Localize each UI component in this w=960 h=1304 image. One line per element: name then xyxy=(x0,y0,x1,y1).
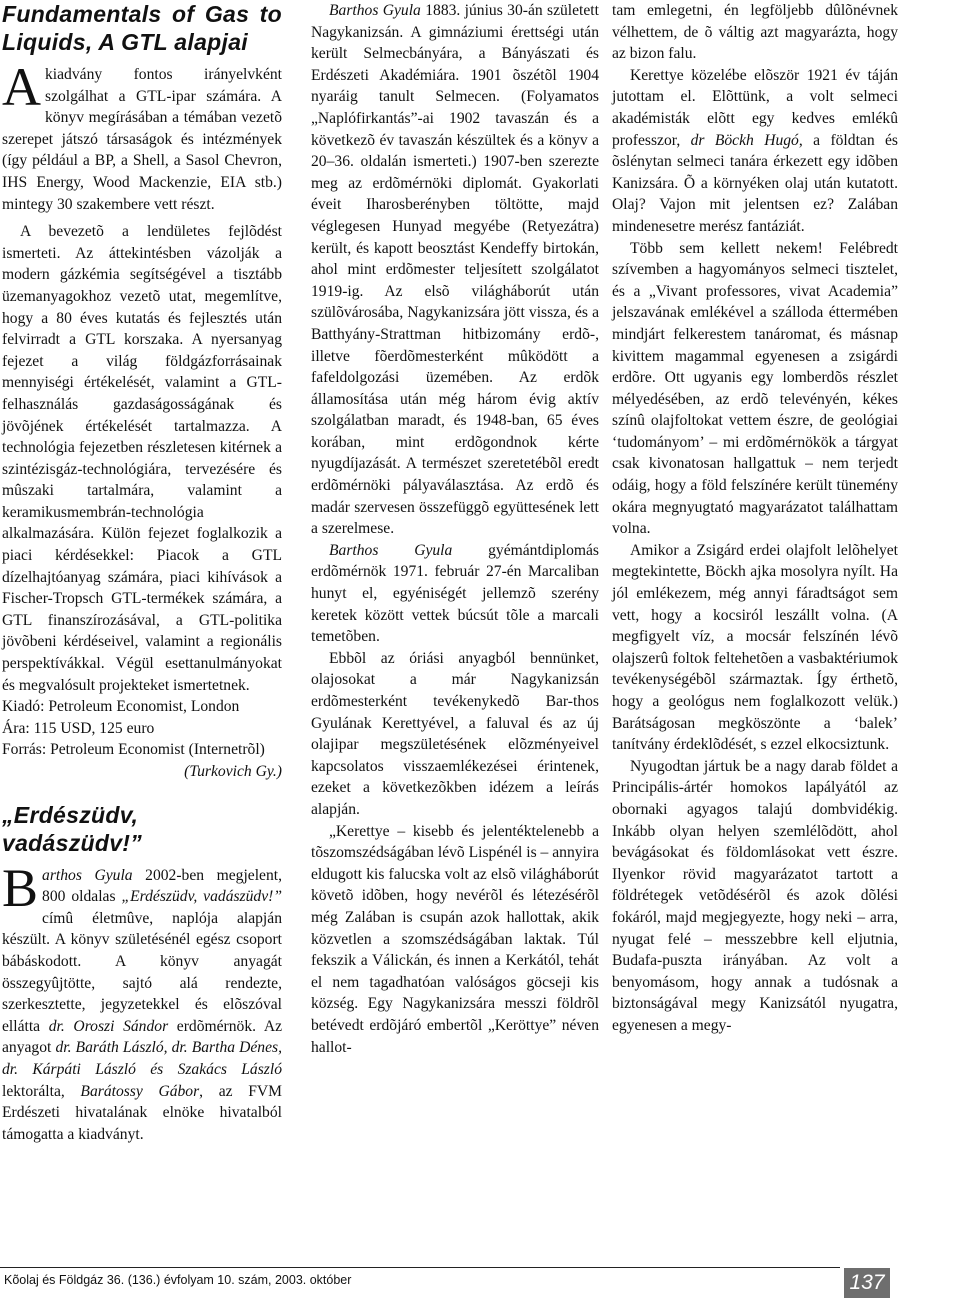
text-run: , az FVM Erdészeti hivatalának elnöke hivatalból támogatta a kiadványt. xyxy=(2,1082,282,1143)
text-run: 1883. június 30-án született Nagykanizsán. A gimnáziumi érettségi után került Selmecbányára, a Bányászati és Erdészeti Akadémiára. 1901 õszétõl 1904 nyaráig tanult Selmecen. (Folyamatos „Naplófirkantás”-ai 1902 tavaszán és a következõ év tavaszán készültek és a könyv a 20–36. oldalán ismerteti.) 1907-ben szerezte meg az erdõmérnöki diplomát. Gyakorlati éveit Iharosberényben töltötte, majd véglegesen Hunyad megyébe (Retyezátra) került, és kapott beosztást Kendeffy birtokán, ahol mint erdõmester teljesített szolgálatot 1919-ig. Az elsõ világháborút után szülõvárosába, Nagykanizsára jött vissza, és a Batthyány-Strattman hitbizomány erdõ-, illetve fõerdõmesterként mûködött a fafeldolgozási üzemében. Az erdõk államosítása után még három évig aktív szolgálatban maradt, és 1948-ban, 65 éves korában, mint erdõgondnok kérte nyugdíjazását. A természet szeretetébõl eredt erdõmérnöki pályaválasztása. Az erdõ és madár szervesen összefüggõ együttesének lett a szerelmese. xyxy=(311,2,599,538)
col2-paragraph-2 xyxy=(311,540,599,648)
author-name: Barthos Gyula xyxy=(329,541,453,559)
supporter-name: Barátossy Gábor xyxy=(80,1082,200,1100)
source-line: Forrás: Petroleum Economist (Internetrõl) xyxy=(2,741,265,759)
journal-footer: Kõolaj és Földgáz 36. (136.) évfolyam 10. szám, 2003. október xyxy=(4,1273,352,1287)
article-title-1: Fundamentals of Gas to Liquids, A GTL alapjai xyxy=(2,1,282,55)
col2-paragraph-1 xyxy=(311,0,599,540)
paragraph-2: A bevezetõ a lendületes fejlõdést ismerteti. Az áttekintésben vázolják a modern gázkémia segítségével a tisztább üzemanyagokhoz vezetõ utat, megemlítve, hogy a 80 éves kutatás és fejlesztés után felvirradt a GTL korszaka. A nyersanyag fejezet a világ földgázforrásainak mennyiségi értékelését, valamint a GTL-felhasználás gazdaságosságának és jövõjének értékelését tartalmazza. A technológia fejezetben részletesen kitérnek a szintézisgáz-technológiára, tervezésére és mûszaki tartalmára, valamint a keramikusmembrán-technológia alkalmazására. Külön fejezet foglalkozik a piaci kérdésekkel: Piacok a GTL dízelhajtóanyag számára, piaci kihívások a Fischer-Tropsch GTL-termékek számára, a GTL finanszírozásával, a GTL-politika jövõbeni kérdéseivel, valamint a regionális perspektívákkal. Végül esettanulmányokat és megvalósult projekteket ismertetnek. xyxy=(2,223,282,694)
text-run: Kerettye közelébe elõször 1921 év táján jutottam el. Elõttünk, a volt selmeci akadémisták elõtt egy kedves emlékû professzor, xyxy=(612,66,898,149)
price-line: Ára: 115 USD, 125 euro xyxy=(2,719,155,737)
column-3 xyxy=(612,0,898,1037)
paragraph-3 xyxy=(2,857,283,1146)
col2-paragraph-4: „Kerettye – kisebb és jelentéktelenebb a tõszomszédságában lévõ Lispénél is – annyira eldugott kis falucska volt az elsõ világháborút követõ idõben, hogy nevérõl és létezésérõl még Zalában is csupán azok hallottak, akik közvetlen a szomszédságában laktak. Túl fekszik a Válickán, és innen a Kerkától, tehát el nem tagadhatóan valóságos göcseji kis község. Egy Nagykanizsára messzi földrõl betévedt erdõjáró embertõl „Keröttye” néven hallot- xyxy=(311,822,599,1056)
paragraph-1-text: kiadvány fontos irányelvként szolgálhat a GTL-ipar számára. A könyv megírásában a témában vezetõ szerepet játszó társaságok és intézmények (így például a BP, a Shell, a Sasol Chevron, IHS Energy, Wood Mackenzie, EIA stb.) mintegy 30 szakembere vett részt. xyxy=(2,66,282,213)
paragraph-1 xyxy=(2,57,282,215)
page-number: 137 xyxy=(844,1268,890,1298)
dropcap-b: B xyxy=(2,857,39,918)
col3-paragraph-4: Amikor a Zsigárd erdei olajfolt lelõhelyet megtekintette, Böckh ajka mosolyra nyílt. Ha jól emlékezem, még annyi fáradtságot sem vett, hogy a kocsiról leszállt volna. (A megfigyelt víz, a mocsár felszínén lévõ olajszerû foltok feltehetõen a vasbaktériumok tevékenységébõl származtak. Így érthetõ, hogy a geológus nem foglalkozott velük.) Barátságosan megköszönte a ‘balek’ tanítvány érdeklõdését, s ezzel elkocsiztunk. xyxy=(612,541,898,754)
signature: (Turkovich Gy.) xyxy=(184,763,282,780)
publisher-line: Kiadó: Petroleum Economist, London xyxy=(2,698,240,716)
author-name: Barthos Gyula xyxy=(329,2,421,19)
column-2 xyxy=(311,0,599,1058)
article-title-2: „Erdészüdv, vadászüdv!” xyxy=(2,801,143,856)
professor-name: dr Böckh Hugó xyxy=(690,131,799,149)
text-run: gyémántdiplomás erdõmérnök 1971. február 27-én Marcaliban hunyt el, egyéniségét jellemzõ szerény keretek között vettek búcsút tõle a marcali temetõben. xyxy=(311,541,599,646)
editor-name: dr. Oroszi Sándor xyxy=(48,1017,169,1035)
author-name: arthos Gyula xyxy=(42,866,133,884)
dropcap-a: A xyxy=(2,57,41,117)
text-run: 2002-ben megjelent, 800 oldalas xyxy=(42,866,282,906)
text-run: erdõmérnök. Az anyagot xyxy=(2,1017,283,1057)
col2-paragraph-3: Ebbõl az óriási anyagból bennünket, olajosokat a már Nagykanizsán erdõmesterként tevékenykedõ Bar-thos Gyulának Kerettyével, a faluval és az új olajipar megszületésének elõzményeivel kapcsolatos visszaemlékezései érintenek, ezeket a következõkben idézem a leírás alapján. xyxy=(311,649,599,818)
col3-paragraph-1: tam emlegetni, én legföljebb dûlõnévnek vélhettem, de õ váltig azt magyarázta, hogy az bizon falu. xyxy=(612,2,898,63)
text-run: , a földtan és õslénytan selmeci tanára érkezett egy idõben Kanizsára. Õ a környéken olaj után kutatott. Olaj? Vajon mit jelentsen ez? Zalában mindenesetre merész fantáziát. xyxy=(612,131,898,235)
col3-paragraph-5: Nyugodtan jártuk be a nagy darab földet a Principális-ártér homokos lapályától az obornaki agyagos talajú dombvidékig. Inkább olyan helyen szemlélõdött, ahol bevágásokat és földomlásokat vett észre. Ilyenkor rövid magyarázatot tartott a földrétegek vetõdésérõl és azok dõlési fokáról, majd megjegyezte, hogy neki – arra, nyugat felé – messzebbre kell eljutnia, Budafa-puszta irányában. Az volt a benyomásom, hogy annak a tudósnak a biztonságával megy Kanizsától nyugatra, egyenesen a megy- xyxy=(612,757,898,1034)
col3-paragraph-2 xyxy=(612,65,898,238)
footer-rule xyxy=(0,1267,840,1268)
text-run: címû életmûve, naplója alapján készült. A könyv születésénél egész csoport bábáskodott. A könyv anyagát összegyûjtötte, sajtó alá rendezte, szerkesztette, jegyzetekkel és elõszóval ellátta xyxy=(2,909,282,1035)
book-title: „Erdészüdv, vadászüdv!” xyxy=(121,888,283,906)
reviewer-names: dr. Baráth László, dr. Bartha Dénes, dr. Kárpáti László és Szakács László xyxy=(2,1039,282,1078)
column-1 xyxy=(2,0,282,1145)
text-run: lektorálta, xyxy=(2,1082,81,1100)
col3-paragraph-3: Több sem kellett nekem! Felébredt szívemben a hagyományos selmeci tisztelet, és a „Vivant professores, vivat Academia” jelszavának emlékével a szálloda éttermében mindjárt felkerestem tanáromat, és másnap kivittem magammal egyenesen a zsigárdi erdõre. Ott ugyanis egy lomberdõs részlet mélyedésében, az erdõ televényén, kékes színû olajfoltokat vettem észre, de geológiai ‘tudományom’ – mi erdõmérnökök a tárgyat csak kivonatosan hallgattuk – nem terjedt odáig, hogy a föld felszínére került tünemény okára megnyugtató magyarázatot találhattam volna. xyxy=(612,239,898,538)
